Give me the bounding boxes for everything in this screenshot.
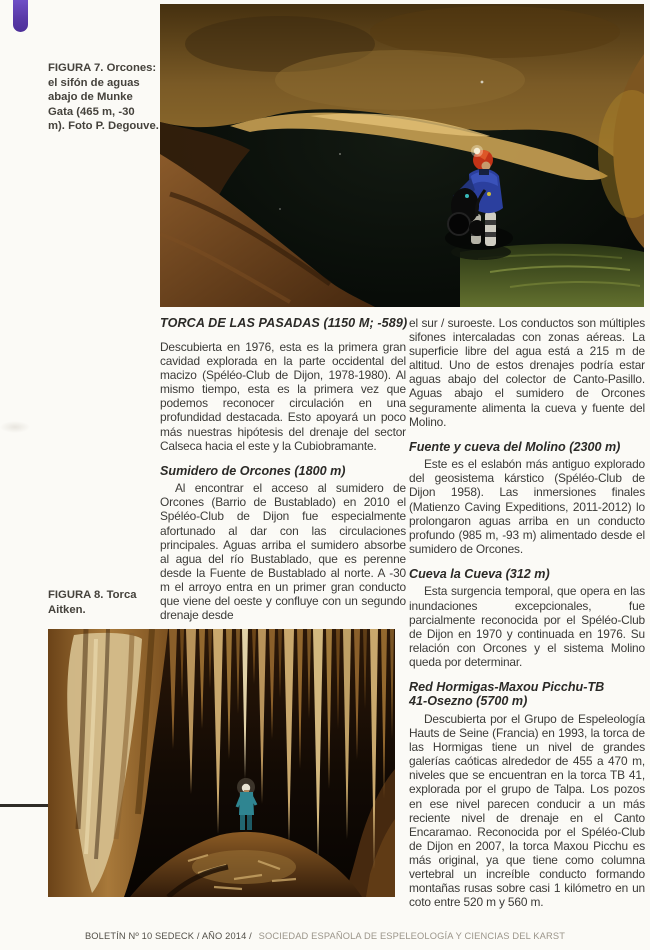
heading-line: 41-Osezno (5700 m) <box>409 694 528 709</box>
paragraph-red-hormigas: Descubierta por el Grupo de Espeleología Hauts de Seine (Francia) en 1993, la torca de las Hormigas tiene un nivel de grandes galerías caóticas alrededor de 455 a 470 m, niveles que se encuentran en la torca TB 41, explorada por el grupo de Talpa. Los pozos en ese nivel parecen conducir a un más reciente nivel de drenaje en el Canto Encaramao. Reconocida por el Spéléo-Club de Dijon en 2007, la torca Maxou Picchu es más original, ya que tiene como columna vertebral un increíble conducto formando montañas rusas sobre casi 1 kilómetro en un coto entre 520 m y 560 m. <box>409 711 645 910</box>
footer <box>0 931 650 941</box>
paragraph-continuation: el sur / suroeste. Los conductos son múltiples sifones intercaladas con zonas aéreas. La superficie libre del agua está a 215 m de altitud. Uno de estos drenajes podría estar aguas abajo del colector de Canto-Pasillo. Aguas abajo el sumidero de Orcones seguramente alimenta la cueva y fuente del Molino. <box>409 316 645 429</box>
figure7-caption-line: FIGURA 7. Orcones: <box>48 62 157 74</box>
purple-bookmark-tab-icon <box>13 0 28 32</box>
figure7-caption-line: Gata (465 m, -30 <box>48 105 135 118</box>
paragraph-torca-pasadas: Descubierta en 1976, esta es la primera gran cavidad explorada en la parte occidental del macizo (Spéléo-Club de Dijon, 1978-1980). Al mismo tiempo, esta es la primera vez que podemos reconocer circulación en una profundidad destacada. Esto apoyará un poco más nuestras hipótesis del drenaje del sector Calseca hacia el este y la Cubiobramante. <box>160 340 406 453</box>
figure8-caption-line: Aitken. <box>48 603 86 616</box>
cave-sump-diver-illustration <box>160 4 644 307</box>
figure8-photo <box>48 629 395 897</box>
footer-bulletin-text: BOLETÍN Nº 10 SEDECK / AÑO 2014 / <box>84 931 252 941</box>
paragraph-fuente-molino: Este es el eslabón más antiguo explorado del geosistema kárstico (Spéléo-Club de Dijon 1958). Las inmersiones finales (Matienzo Caving Expeditions, 2011-2012) lo prolongaron aguas arriba en un conducto profundo (985 m, -93 m) alimentado desde el sumidero de Orcones. <box>409 457 645 556</box>
heading-line: Red Hormigas-Maxou Picchu-TB <box>409 679 605 694</box>
figure8-caption <box>48 588 148 617</box>
footer-society-text: SOCIEDAD ESPAÑOLA DE ESPELEOLOGÍA Y CIENCIAS DEL KARST <box>258 931 566 941</box>
figure8-caption-line: FIGURA 8. Torca <box>48 589 137 601</box>
section-heading-red-hormigas <box>409 680 645 709</box>
section-heading-torca-pasadas: TORCA DE LAS PASADAS (1150 M; -589) <box>160 316 408 330</box>
figure7-caption-line: abajo de Munke <box>48 91 133 104</box>
figure7-caption-line: m). Foto P. Degouve. <box>48 120 159 133</box>
figure7-photo <box>160 4 644 307</box>
paragraph-cueva-la-cueva: Esta surgencia temporal, que opera en las inundaciones excepcionales, fue parcialmente reconocida por el Spéléo-Club de Dijon en 1970 y continuada en 1976. Su relación con Orcones y el sistema Molino queda por determinar. <box>409 584 645 669</box>
figure7-caption <box>48 61 170 134</box>
stalactite-cave-illustration <box>48 629 395 897</box>
section-heading-sumidero-orcones: Sumidero de Orcones (1800 m) <box>160 463 346 478</box>
article-column-left <box>160 316 406 633</box>
article-column-right <box>409 316 645 920</box>
scan-smudge <box>0 421 30 433</box>
figure7-caption-line: el sifón de aguas <box>48 76 140 89</box>
section-heading-cueva-la-cueva: Cueva la Cueva (312 m) <box>409 566 550 581</box>
paragraph-sumidero-orcones: Al encontrar el acceso al sumidero de Orcones (Barrio de Bustablado) en 2010 el Spéléo-Club de Dijon fue especialmente afortunado al dar con las circulaciones principales. Aguas arriba el sumidero absorbe al agua del río Bustablado, que es perenne desde la Fuente de Bustablado al norte. A -30 m el arroyo entra en un primer gran conducto que viene del oeste y confluye con un segundo drenaje desde <box>160 481 406 623</box>
section-heading-fuente-molino: Fuente y cueva del Molino (2300 m) <box>409 439 621 454</box>
